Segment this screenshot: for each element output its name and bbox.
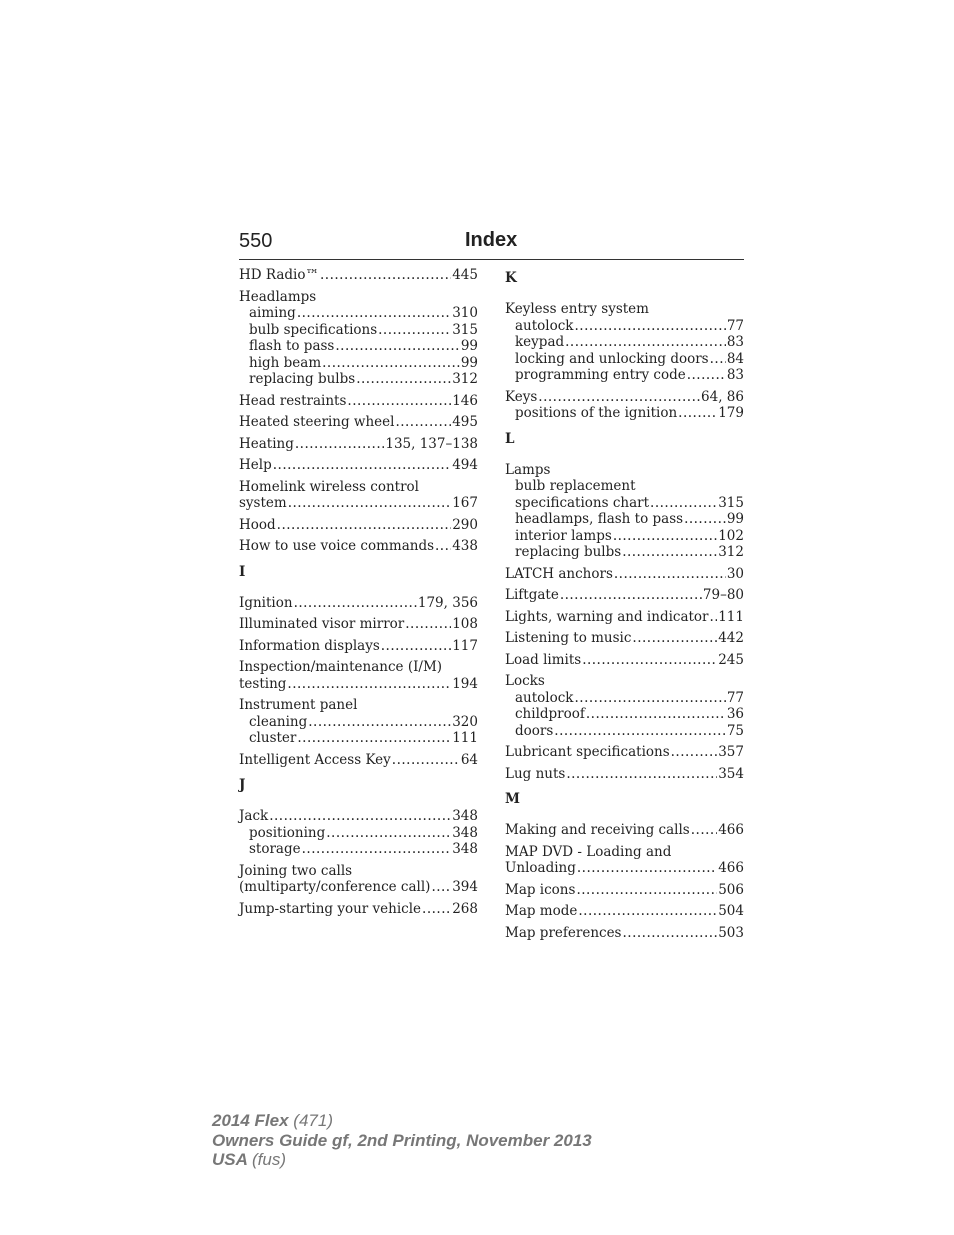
dot-leader [565,334,726,351]
dot-leader [622,544,717,561]
index-term: Information displays [239,637,380,654]
index-entry [239,393,478,410]
index-entry-line [239,752,478,769]
index-term: Hood [239,516,276,533]
dot-leader [577,860,717,877]
index-term: headlamps, flash to pass [515,511,684,527]
index-entry [239,863,478,896]
index-entry [239,616,478,633]
index-entry [505,744,744,761]
index-entry [239,479,478,512]
index-subentry-line [239,825,478,842]
dot-leader [566,766,717,783]
index-page-ref: 348 [452,808,478,824]
index-term: Joining two calls [239,862,353,879]
index-entry-line [239,414,478,431]
index-page-ref: 99 [460,338,478,354]
index-page-ref: 99 [460,354,478,371]
index-subentry-line [505,334,744,351]
index-term: Jump-starting your vehicle [239,900,422,917]
index-entry [239,638,478,655]
index-entry-line [239,267,478,284]
index-entry-line [239,289,478,306]
page-header [239,229,744,260]
index-subentry-line [505,511,744,528]
dot-leader [422,901,451,918]
index-entry [239,267,478,284]
index-term: cluster [249,730,297,746]
index-subentry-line [239,305,478,322]
index-entry-line [239,879,478,896]
index-entry [505,925,744,942]
index-page-ref: 111 [718,608,744,625]
index-entry-line [239,393,478,410]
index-term: autolock [515,317,574,334]
index-term: high beam [249,354,322,371]
index-entry-line [505,587,744,604]
footer-line-region [212,1150,592,1170]
dot-leader [273,457,451,474]
index-term: Illuminated visor mirror [239,616,405,632]
dot-leader [295,436,384,453]
page-number: 550 [239,230,273,252]
index-page-ref: 77 [726,317,744,334]
dot-leader [395,414,451,431]
index-subentry-line [239,371,478,388]
index-subentry-line [239,841,478,858]
index-entry-line [239,659,478,676]
index-entry-line [239,479,478,496]
index-entry [505,389,744,422]
index-term: Listening to music [505,630,632,646]
footer-region-code: (fus) [252,1150,286,1169]
index-entry-line [239,436,478,453]
index-page-ref: 79–80 [702,587,744,603]
dot-leader [574,318,725,335]
index-page-ref: 348 [452,824,478,841]
index-letter-heading: J [239,777,246,793]
dot-leader [538,389,700,406]
index-entry [239,697,478,747]
index-entry-line [505,766,744,783]
index-term: Help [239,457,272,473]
dot-leader [586,706,726,723]
index-term: Unloading [505,860,576,876]
index-entry-line [239,863,478,880]
index-term: Intelligent Access Key [239,751,391,768]
footer-model: 2014 Flex [212,1111,289,1130]
dot-leader [678,405,717,422]
index-term: Map mode [505,903,578,919]
index-page-ref: 466 [718,860,744,876]
index-term: specifications chart [515,494,650,511]
index-subentry-line [505,318,744,335]
index-entry [505,844,744,877]
index-entry [239,538,478,555]
index-entry-line [505,609,744,626]
dot-leader [560,587,702,604]
index-entry [505,462,744,561]
index-term: Heated steering wheel [239,414,395,430]
index-entry-line [239,616,478,633]
dot-leader [308,714,451,731]
index-page-ref: 75 [726,722,744,739]
index-entry-line [505,301,744,318]
index-entry-line [505,844,744,861]
index-term: How to use voice commands [239,538,435,554]
index-page-ref: 310 [452,305,478,321]
index-entry [505,652,744,669]
index-subentry-line [505,351,744,368]
index-entry [239,457,478,474]
index-term: LATCH anchors [505,565,613,582]
index-entry-line [239,901,478,918]
dot-leader [320,267,451,284]
index-term: Load limits [505,651,582,668]
index-page-ref: 466 [718,822,744,838]
dot-leader [710,351,726,368]
index-entry [239,752,478,769]
index-page-ref: 503 [718,924,744,941]
index-entry [239,414,478,431]
dot-leader [710,609,718,626]
index-page-ref: 83 [726,334,744,350]
index-page-ref: 84 [726,350,744,367]
index-entry-line [239,595,478,612]
dot-leader [574,690,725,707]
index-page-ref: 320 [452,713,478,730]
index-term: Keys [505,388,538,405]
index-column-left [239,267,478,922]
index-entry-line [239,638,478,655]
index-term: doors [515,722,554,739]
index-page-ref: 179 [718,405,744,421]
index-entry [505,587,744,604]
index-term: Homelink wireless control [239,478,419,495]
index-entry-line [505,389,744,406]
index-term: Map icons [505,881,576,898]
index-entry-line [239,697,478,714]
index-page-ref: 64 [460,751,478,768]
index-page-ref: 179, 356 [417,594,478,611]
dot-leader [650,495,717,512]
dot-leader [288,495,452,512]
index-term: interior lamps [515,527,612,544]
footer-line-edition: Owners Guide gf, 2nd Printing, November 2013 [212,1130,592,1150]
index-page-ref: 312 [452,371,478,387]
index-term: Headlamps [239,288,317,305]
index-page-ref: 315 [718,494,744,511]
index-letter-heading: K [505,270,517,286]
index-subentry-line [239,714,478,731]
index-entry [239,808,478,858]
dot-leader [405,616,451,633]
dot-leader [294,595,417,612]
index-entry [505,822,744,839]
index-entry [239,517,478,534]
index-term: bulb specifications [249,321,378,338]
index-page-ref: 117 [452,637,478,654]
index-page-ref: 357 [718,744,744,760]
dot-leader [381,638,451,655]
index-entry-line [505,822,744,839]
dot-leader [435,538,451,555]
index-page-ref: 245 [718,651,744,668]
index-page-ref: 108 [452,616,478,632]
dot-leader [356,371,451,388]
index-term: keypad [515,334,565,350]
index-term: locking and unlocking doors [515,350,709,367]
dot-leader [578,903,717,920]
index-page-ref: 268 [452,900,478,917]
index-subentry-line [505,495,744,512]
index-term: Lubricant specifications [505,744,670,760]
dot-leader [582,652,717,669]
index-term: positions of the ignition [515,405,678,421]
index-term: storage [249,841,301,857]
index-term: Lug nuts [505,765,566,782]
dot-leader [431,879,451,896]
index-subentry-line [239,338,478,355]
page-footer [212,1111,592,1170]
index-page-ref: 438 [452,538,478,554]
index-term: replacing bulbs [249,371,356,387]
dot-leader [277,517,452,534]
index-entry-line [505,903,744,920]
index-page-ref: 442 [718,630,744,646]
index-entry-line [505,744,744,761]
dot-leader [392,752,460,769]
index-entry-line [505,652,744,669]
index-entry-line [239,808,478,825]
index-entry-line [505,462,744,479]
index-entry-line [505,925,744,942]
index-term: Inspection/maintenance (I/M) [239,659,443,675]
index-entry-line [239,457,478,474]
index-subentry-line [505,706,744,723]
index-term: Head restraints [239,392,347,409]
index-letter-heading: L [505,430,515,447]
index-subentry-line [505,528,744,545]
index-page-ref: 445 [452,267,478,283]
index-page-ref: 146 [452,392,478,409]
index-term: MAP DVD - Loading and [505,843,672,860]
index-entry [239,436,478,453]
index-term: flash to pass [249,338,335,354]
index-term: Making and receiving calls [505,822,690,838]
dot-leader [576,882,717,899]
index-term: Locks [505,673,545,689]
index-entry [505,630,744,647]
dot-leader [691,822,717,839]
index-page-ref: 494 [452,457,478,473]
index-term: Lights, warning and indicator [505,608,709,625]
index-term: aiming [249,305,296,321]
index-entry [505,882,744,899]
index-term: Heating [239,435,294,452]
index-page-ref: 111 [452,730,478,746]
index-page-ref: 315 [452,321,478,338]
index-letter-heading: M [505,791,520,807]
index-term: bulb replacement [515,478,636,494]
page-title: Index [465,229,518,251]
index-term: Ignition [239,594,293,611]
index-term: HD Radio™ [239,267,319,283]
index-page-ref: 36 [726,706,744,722]
index-subentry-line [239,322,478,339]
index-page-ref: 83 [726,367,744,383]
index-term: replacing bulbs [515,544,622,560]
index-entry-line [505,630,744,647]
dot-leader [269,808,451,825]
index-subentry-line [505,367,744,384]
index-entry [505,609,744,626]
dot-leader [632,630,717,647]
index-entry-line [239,495,478,512]
index-page-ref: 290 [452,516,478,533]
index-subentry-line [239,730,478,747]
index-term: (multiparty/conference call) [239,879,431,895]
index-entry-line [239,676,478,693]
dot-leader [613,528,717,545]
index-page-ref: 64, 86 [701,388,744,405]
index-term: Liftgate [505,587,559,603]
index-entry-line [505,566,744,583]
dot-leader [297,305,451,322]
dot-leader [326,825,451,842]
index-term: Keyless entry system [505,301,649,317]
index-page-ref: 506 [718,881,744,898]
index-page-ref: 348 [452,841,478,857]
index-term: positioning [249,824,326,841]
index-page-ref: 394 [452,879,478,895]
dot-leader [378,322,451,339]
dot-leader [287,676,451,693]
dot-leader [554,723,726,740]
index-entry-line [505,860,744,877]
index-entry [239,595,478,612]
index-page-ref: 354 [718,765,744,782]
index-entry [505,903,744,920]
index-term: Map preferences [505,924,622,941]
index-column-right [505,267,744,946]
index-page-ref: 30 [726,565,744,582]
index-entry [239,659,478,692]
index-subentry-line [505,723,744,740]
index-page-ref: 102 [718,527,744,544]
index-subentry-line [505,690,744,707]
index-entry-line [239,517,478,534]
index-term: testing [239,675,287,692]
index-term: cleaning [249,713,308,730]
index-subentry-line [505,478,744,495]
index-entry-line [505,673,744,690]
dot-leader [684,511,726,528]
index-page-ref: 495 [452,414,478,430]
index-term: autolock [515,689,574,706]
index-page-ref: 99 [726,511,744,527]
index-entry [239,289,478,388]
index-subentry-line [505,405,744,422]
index-subentry-line [505,544,744,561]
index-entry [239,901,478,918]
index-term: system [239,495,287,511]
index-term: programming entry code [515,367,686,383]
dot-leader [302,841,452,858]
index-page-ref: 135, 137–138 [385,435,478,452]
index-entry [505,566,744,583]
footer-region: USA [212,1150,248,1169]
dot-leader [614,566,726,583]
footer-model-code: (471) [293,1111,333,1130]
index-page-ref: 194 [452,675,478,692]
index-page-ref: 167 [452,495,478,511]
index-letter-heading: I [239,563,246,580]
dot-leader [687,367,726,384]
dot-leader [335,338,459,355]
dot-leader [671,744,718,761]
dot-leader [322,355,460,372]
index-page-ref: 312 [718,544,744,560]
index-subentry-line [239,355,478,372]
index-entry [505,673,744,739]
index-page-ref: 504 [718,903,744,919]
dot-leader [297,730,451,747]
dot-leader [347,393,451,410]
dot-leader [623,925,718,942]
index-entry [505,301,744,384]
index-entry [505,766,744,783]
index-term: Lamps [505,461,551,478]
index-term: Jack [239,808,269,824]
index-page-ref: 77 [726,689,744,706]
index-term: Instrument panel [239,697,358,713]
footer-line-model [212,1111,592,1131]
index-term: childproof [515,706,585,722]
index-entry-line [505,882,744,899]
index-entry-line [239,538,478,555]
